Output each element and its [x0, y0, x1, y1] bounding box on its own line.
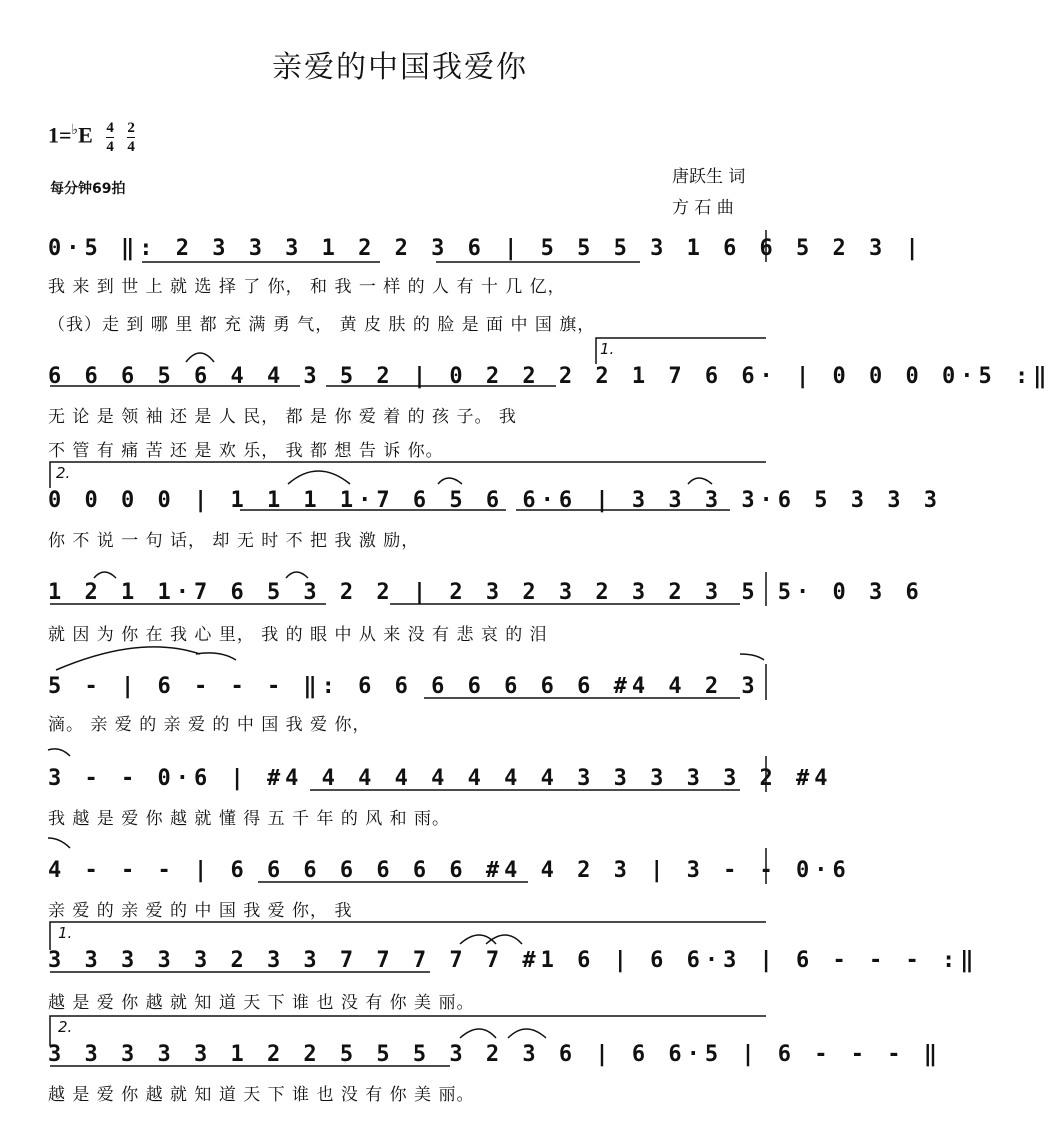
- time-signature-2-4: $\frac{2}{4}$: [127, 120, 135, 155]
- notation-line-9: 3 3 3 3 3 1 2 2 5 5 5 3 2 3 6 | 6 6·5 | 6 - - - ‖: [48, 1042, 943, 1067]
- lyric-line-1a: 我 来 到 世 上 就 选 择 了 你， 和 我 一 样 的 人 有 十 几 亿，: [48, 277, 566, 297]
- lyric-line-1b: （我）走 到 哪 里 都 充 满 勇 气， 黄 皮 肤 的 脸 是 面 中 国 旗，: [48, 315, 596, 335]
- notation-line-6: 3 - - 0·6 | #4 4 4 4 4 4 4 4 3 3 3 3 3 2 #4: [48, 766, 833, 791]
- volta-2-label: 2.: [56, 464, 71, 482]
- volta-2-label-b: 2.: [58, 1018, 73, 1036]
- lyric-line-7: 亲 爱 的 亲 爱 的 中 国 我 爱 你， 我: [48, 901, 353, 921]
- notation-line-4: 1 2 1 1·7 6 5 3 2 2 | 2 3 2 3 2 3 2 3 5 5· 0 3 6: [48, 580, 924, 605]
- notation-line-2: 6 6 6 5 6 4 4 3 5 2 | 0 2 2 2 2 1 7 6 6· | 0 0 0 0·5 :‖: [48, 364, 1051, 389]
- notation-line-5: 5 - | 6 - - - ‖: 6 6 6 6 6 6 6 #4 4 2 3: [48, 674, 760, 699]
- lyric-line-4: 就 因 为 你 在 我 心 里， 我 的 眼 中 从 来 没 有 悲 哀 的 泪: [48, 625, 548, 645]
- volta-1-label-b: 1.: [58, 924, 73, 942]
- notation-line-1: 0·5 ‖: 2 3 3 3 1 2 2 3 6 | 5 5 5 3 1 6 6 5 2 3 |: [48, 236, 924, 261]
- song-title: 亲爱的中国我爱你: [272, 50, 528, 85]
- time-signature-4-4: $\frac{4}{4}$: [106, 120, 114, 155]
- lyric-line-3: 你 不 说 一 句 话， 却 无 时 不 把 我 激 励，: [48, 531, 420, 551]
- key-note: E: [78, 122, 93, 148]
- lyric-line-8: 越 是 爱 你 越 就 知 道 天 下 谁 也 没 有 你 美 丽。: [48, 993, 475, 1013]
- volta-1-label: 1.: [600, 340, 615, 358]
- lyric-line-2a: 无 论 是 领 袖 还 是 人 民， 都 是 你 爱 着 的 孩 子。 我: [48, 407, 517, 427]
- notation-line-7: 4 - - - | 6 6 6 6 6 6 6 #4 4 2 3 | 3 - - 0·6: [48, 858, 851, 883]
- notation-line-3: 0 0 0 0 | 1 1 1 1·7 6 5 6 6·6 | 3 3 3 3·6 5 3 3 3: [48, 488, 943, 513]
- lyric-line-2b: 不 管 有 痛 苦 还 是 欢 乐， 我 都 想 告 诉 你。: [48, 441, 444, 461]
- lyricist-credit: 唐跃生 词: [672, 167, 746, 187]
- lyric-line-6: 我 越 是 爱 你 越 就 懂 得 五 千 年 的 风 和 雨。: [48, 809, 451, 829]
- tempo-marking: 每分钟69拍: [50, 181, 126, 197]
- composer-credit: 方 石 曲: [672, 198, 734, 218]
- flat-sign: ♭: [71, 123, 79, 139]
- key-prefix: 1=: [48, 122, 72, 148]
- lyric-line-9: 越 是 爱 你 越 就 知 道 天 下 谁 也 没 有 你 美 丽。: [48, 1085, 475, 1105]
- notation-line-8: 3 3 3 3 3 2 3 3 7 7 7 7 7 #1 6 | 6 6·3 | 6 - - - :‖: [48, 948, 979, 973]
- lyric-line-5: 滴。 亲 爱 的 亲 爱 的 中 国 我 爱 你，: [48, 715, 371, 735]
